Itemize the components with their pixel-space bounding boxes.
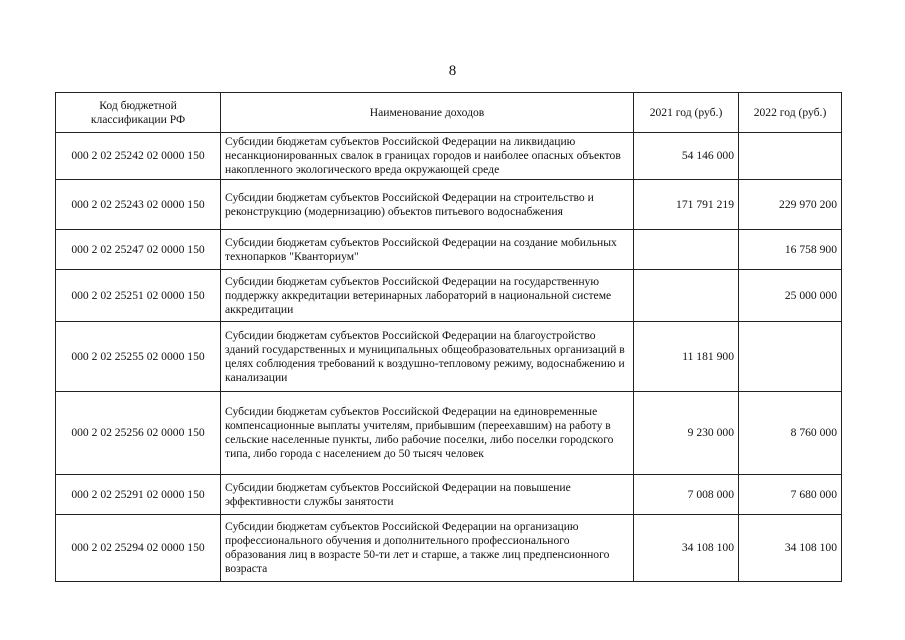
table-row bbox=[56, 133, 842, 180]
row-budget-code: 000 2 02 25247 02 0000 150 bbox=[56, 230, 221, 270]
row-budget-code: 000 2 02 25256 02 0000 150 bbox=[56, 392, 221, 475]
row-amount-2021: 34 108 100 bbox=[634, 515, 739, 582]
row-amount-2021: 171 791 219 bbox=[634, 180, 739, 230]
table-header-row bbox=[56, 93, 842, 133]
row-amount-2021 bbox=[634, 270, 739, 322]
row-revenue-name: Субсидии бюджетам субъектов Российской Федерации на строительство и реконструкцию (модернизацию) объектов питьевого водоснабжения bbox=[221, 180, 634, 230]
row-revenue-name: Субсидии бюджетам субъектов Российской Федерации на ликвидацию несанкционированных свалок в границах городов и наиболее опасных объектов накопленного экологического вреда окружающей среде bbox=[221, 133, 634, 180]
row-budget-code: 000 2 02 25251 02 0000 150 bbox=[56, 270, 221, 322]
row-amount-2021: 11 181 900 bbox=[634, 322, 739, 392]
page-number: 8 bbox=[448, 63, 457, 79]
table-row bbox=[56, 515, 842, 582]
row-revenue-name: Субсидии бюджетам субъектов Российской Федерации на благоустройство зданий государственных и муниципальных общеобразовательных организаций в целях соблюдения требований к воздушно-тепловому режиму, водоснабжению и канализации bbox=[221, 322, 634, 392]
row-budget-code: 000 2 02 25243 02 0000 150 bbox=[56, 180, 221, 230]
row-budget-code: 000 2 02 25294 02 0000 150 bbox=[56, 515, 221, 582]
row-revenue-name: Субсидии бюджетам субъектов Российской Федерации на единовременные компенсационные выплаты учителям, прибывшим (переехавшим) на работу в сельские населенные пункты, либо рабочие поселки, либо поселки городского типа, либо города с населением до 50 тысяч человек bbox=[221, 392, 634, 475]
header-revenue-name: Наименование доходов bbox=[221, 93, 634, 133]
table-row bbox=[56, 392, 842, 475]
row-amount-2021: 54 146 000 bbox=[634, 133, 739, 180]
row-amount-2022 bbox=[739, 322, 842, 392]
row-amount-2021 bbox=[634, 230, 739, 270]
row-amount-2021: 9 230 000 bbox=[634, 392, 739, 475]
row-revenue-name: Субсидии бюджетам субъектов Российской Федерации на повышение эффективности службы занятости bbox=[221, 475, 634, 515]
header-year-2021: 2021 год (руб.) bbox=[634, 93, 739, 133]
row-budget-code: 000 2 02 25291 02 0000 150 bbox=[56, 475, 221, 515]
row-amount-2021: 7 008 000 bbox=[634, 475, 739, 515]
row-amount-2022: 7 680 000 bbox=[739, 475, 842, 515]
row-revenue-name: Субсидии бюджетам субъектов Российской Федерации на организацию профессионального обучения и дополнительного профессионального образования лиц в возрасте 50-ти лет и старше, а также лиц предпенсионного возраста bbox=[221, 515, 634, 582]
row-amount-2022: 8 760 000 bbox=[739, 392, 842, 475]
row-budget-code: 000 2 02 25255 02 0000 150 bbox=[56, 322, 221, 392]
table-row bbox=[56, 322, 842, 392]
revenue-table bbox=[55, 92, 842, 582]
row-budget-code: 000 2 02 25242 02 0000 150 bbox=[56, 133, 221, 180]
header-year-2022: 2022 год (руб.) bbox=[739, 93, 842, 133]
header-budget-code: Код бюджетной классификации РФ bbox=[56, 93, 221, 133]
table-row bbox=[56, 230, 842, 270]
row-amount-2022: 25 000 000 bbox=[739, 270, 842, 322]
row-amount-2022: 229 970 200 bbox=[739, 180, 842, 230]
table-row bbox=[56, 270, 842, 322]
row-amount-2022: 16 758 900 bbox=[739, 230, 842, 270]
table-row bbox=[56, 475, 842, 515]
row-amount-2022 bbox=[739, 133, 842, 180]
table-row bbox=[56, 180, 842, 230]
row-revenue-name: Субсидии бюджетам субъектов Российской Федерации на государственную поддержку аккредитации ветеринарных лабораторий в национальной системе аккредитации bbox=[221, 270, 634, 322]
row-amount-2022: 34 108 100 bbox=[739, 515, 842, 582]
row-revenue-name: Субсидии бюджетам субъектов Российской Федерации на создание мобильных технопарков "Кванториум" bbox=[221, 230, 634, 270]
